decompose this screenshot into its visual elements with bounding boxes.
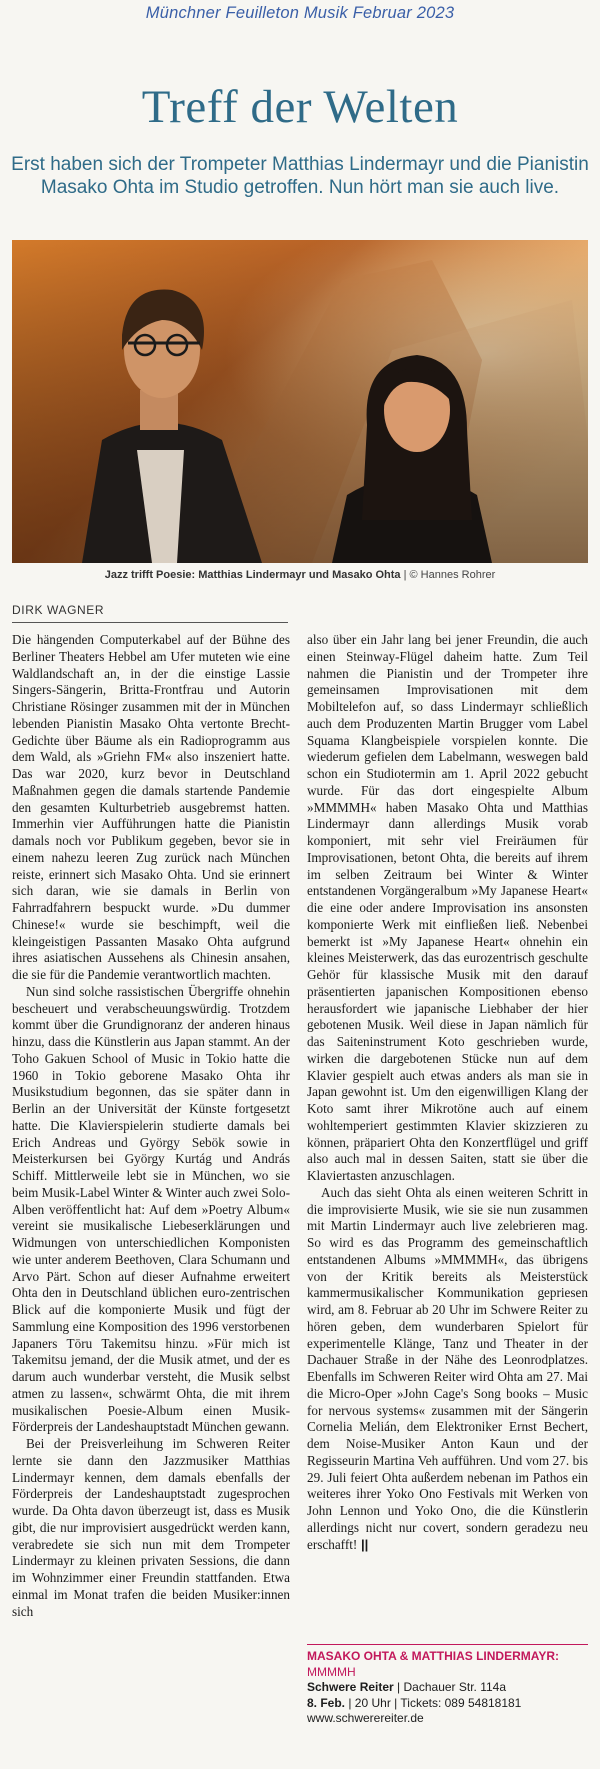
byline-divider	[12, 622, 288, 623]
infobox-date: 8. Feb.	[307, 1695, 346, 1710]
infobox-address: | Dachauer Str. 114a	[393, 1680, 507, 1694]
article-column-1	[12, 632, 290, 1620]
caption-text: Jazz trifft Poesie: Matthias Lindermayr und Masako Ohta	[104, 569, 401, 581]
end-mark: ||	[357, 1536, 369, 1552]
running-head: Münchner Feuilleton Musik Februar 2023	[145, 4, 455, 22]
infobox-artists: MASAKO OHTA & MATTHIAS LINDERMAYR:	[307, 1649, 559, 1663]
infobox-website[interactable]: www.schwerereiter.de	[307, 1711, 424, 1725]
article-column-2	[307, 632, 588, 1553]
event-infobox	[307, 1644, 588, 1727]
article-title: Treff der Welten	[141, 81, 459, 133]
paragraph-text: Auch das sieht Ohta als einen weiteren Schritt in die improvisierte Musik, wie sie sie nun zusammen mit Martin Lindermayr auch live zelebrieren mag. So wird es das Programm des gemeinschaftlich entstandenen Albums »MMMMH«, das übrigens von der Kritik bereits als Meisterstück kammermusikalischer Kommunikation gepriesen wird, am 8. Februar ab 20 Uhr im Schwere Reiter zu hören geben, dem wunderbaren Spielort für experimentelle Klänge, Tanz und Theater in der Dachauer Straße in der Nähe des Leonrodplatzes. Ebenfalls im Schweren Reiter wird Ohta am 27. Mai die Micro-Oper »John Cage's Song books – Music for nervous systems« zusammen mit der Sängerin Cornelia Melián, dem Elektroniker Ernst Bechert, dem Noise-Musiker Anton Kaun und der Regisseurin Martina Veh aufführen. Und vom 27. bis 29. Juli feiert Ohta außerdem nebenan im Pathos ein weiteres ihrer Yoko Ono Festivals mit Werken von John Lennon und Yoko Ono, die die Künstlerin allerdings nicht nur covert, sondern geradezu neu erschafft!	[307, 1184, 588, 1552]
photo-caption	[0, 569, 600, 581]
infobox-heading	[307, 1649, 588, 1680]
infobox-venue: Schwere Reiter	[307, 1680, 394, 1694]
paragraph: Bei der Preisverleihung im Schweren Reiter lernte sie dann den Jazzmusiker Matthias Lindermayr kennen, dem damals ebenfalls der Förderpreis der Landeshauptstadt zugesprochen wurde. Da Ohta davon überzeugt ist, dass es Musik gibt, die nur improvisiert ausgedrückt werden kann, verabredete sie sich nun mit dem Trompeter Lindermayr zu kleinen privaten Sessions, die dann im Wohnzimmer einer Freundin stattfanden. Etwa einmal im Monat trafen die beiden Musiker:innen sich	[12, 1436, 290, 1619]
author-byline: DIRK WAGNER	[12, 603, 105, 617]
paragraph: Die hängenden Computerkabel auf der Bühne des Berliner Theaters Hebbel am Ufer muteten wie eine Waldlandschaft an, in der die einstige Lassie Singers-Sängerin, Britta-Frontfrau und Autorin Christiane Rösinger zusammen mit der in München lebenden Pianistin Masako Ohta vertonte Brecht-Gedichte über Bäume als ein Radioprogramm aus dem Wald, als »Griehn FM« also inszeniert hatte. Das war 2020, kurz bevor in Deutschland Maßnahmen gegen die damals startende Pandemie den gesamten Kulturbetrieb ausgebremst hatten. Immerhin vier Aufführungen hatte die Pianistin damals noch vor Publikum gegeben, bevor sie in einem nahezu leeren Zug zurück nach München reiste, erinnert sich Masako Ohta. Und sie erinnert sich daran, wie sie damals in Berlin von Fahrradfahrern bespuckt wurde. »Du dummer Chinese!« wurde sie beschimpft, weil die kleingeistigen Passanten Masako Ohta aufgrund ihres asiatischen Aussehens als Chinesin ansahen, die sie für die Pandemie verantwortlich machten.	[12, 632, 290, 982]
infobox-time-tickets: | 20 Uhr | Tickets: 089 54818181	[345, 1695, 522, 1710]
caption-credit: | © Hannes Rohrer	[400, 569, 496, 581]
photo-illustration	[12, 240, 588, 563]
article-lead: Erst haben sich der Trompeter Matthias Lindermayr und die Pianistin Masako Ohta im Studio getroffen. Nun hört man sie auch live.	[11, 154, 589, 198]
paragraph-last	[307, 1185, 588, 1554]
paragraph: also über ein Jahr lang bei jener Freundin, die auch einen Steinway-Flügel daheim hatte. Zum Teil nahmen die Pianistin und der Trompeter ihre gemeinsamen Improvisationen mit dem Mobiltelefon auf, so dass Lindermayr schließlich auch dem Produzenten Martin Brugger vom Label Squama Klangbeispiele vorspielen konnte. Die wiederum gefielen dem Labelmann, weswegen bald schon ein Studiotermin am 1. April 2022 gebucht wurde. Für das dort eingespielte Album »MMMMH« haben Masako Ohta und Matthias Lindermayr dann allerdings Musik vorab komponiert, mit sehr viel Freiräumen für Improvisationen, betont Ohta, die bereits auf ihrem im selben Zeitraum bei Winter & Winter entstandenen Vorgängeralbum »My Japanese Heart« die eine oder andere Improvisation ins ansonsten komponierte Werk mit einfließen ließ. Nebenbei bemerkt ist »My Japanese Heart« ohnehin ein kleines Meisterwerk, das das eurozentrisch geschulte Gehör für klassische Musik mit den darauf präsentierten japanischen Kompositionen ebenso herausfordert wie japanische Liebhaber der hier gebotenen Musik. Weil diese in Japan nämlich für das Saiteninstrument Koto geschrieben wurde, wirken die dargebotenen Stücke nun auf dem Klavier gespielt auch etwas anders als man sie in Japan gewohnt ist. Um den eigenwilligen Klang der Koto samt ihrer Mikrotöne auch auf einem wohltemperiert gestimmten Klavier skizzieren zu können, präpariert Ohta den Konzertflügel und griff also auch mal in dessen Saiten, statt sie über die Klaviertasten anzuschlagen.	[307, 632, 588, 1183]
article-photo	[12, 240, 588, 563]
infobox-date-line	[307, 1696, 588, 1712]
infobox-venue-line	[307, 1680, 588, 1696]
infobox-album: MMMMH	[307, 1664, 356, 1679]
paragraph: Nun sind solche rassistischen Übergriffe ohnehin bescheuert und verabscheuungswürdig. Trotzdem kommt über die Grundignoranz der anderen hinaus hinzu, dass die Künstlerin aus Japan stammt. An der Toho Gakuen School of Music in Tokio hatte die 1960 in Tokio geborene Masako Ohta ihr Musikstudium begonnen, das sie später dann in Berlin an der Universität der Künste fortgesetzt hatte. Die Klavierspielerin studierte damals bei Erich Andreas und György Sebök sowie in Meisterkursen bei György Kurtág und András Schiff. Mittlerweile lebt sie in München, wo sie beim Musik-Label Winter & Winter auch zwei Solo-Alben veröffentlicht hat: Auf dem »Poetry Album« vereint sie musikalische Liebeserklärungen und Widmungen von unterschiedlichen Komponisten wie unter anderem Beethoven, Clara Schumann und Arvo Pärt. Schon auf dieser Aufnahme erweitert Ohta den in Deutschland üblichen euro-zentrischen Blick auf die komponierte Musik und fügt der Sammlung eine Komposition des 1996 verstorbenen Japaners Tōru Takemitsu hinzu. »Für mich ist Takemitsu jemand, der die Musik atmet, und der es darum auch wunderbar versteht, die Musik selbst atmen zu lassen«, schwärmt Ohta, die mit ihrem musikalischen Poesie-Album einen Musik-Förderpreis der Landeshauptstadt München gewann.	[12, 983, 290, 1435]
